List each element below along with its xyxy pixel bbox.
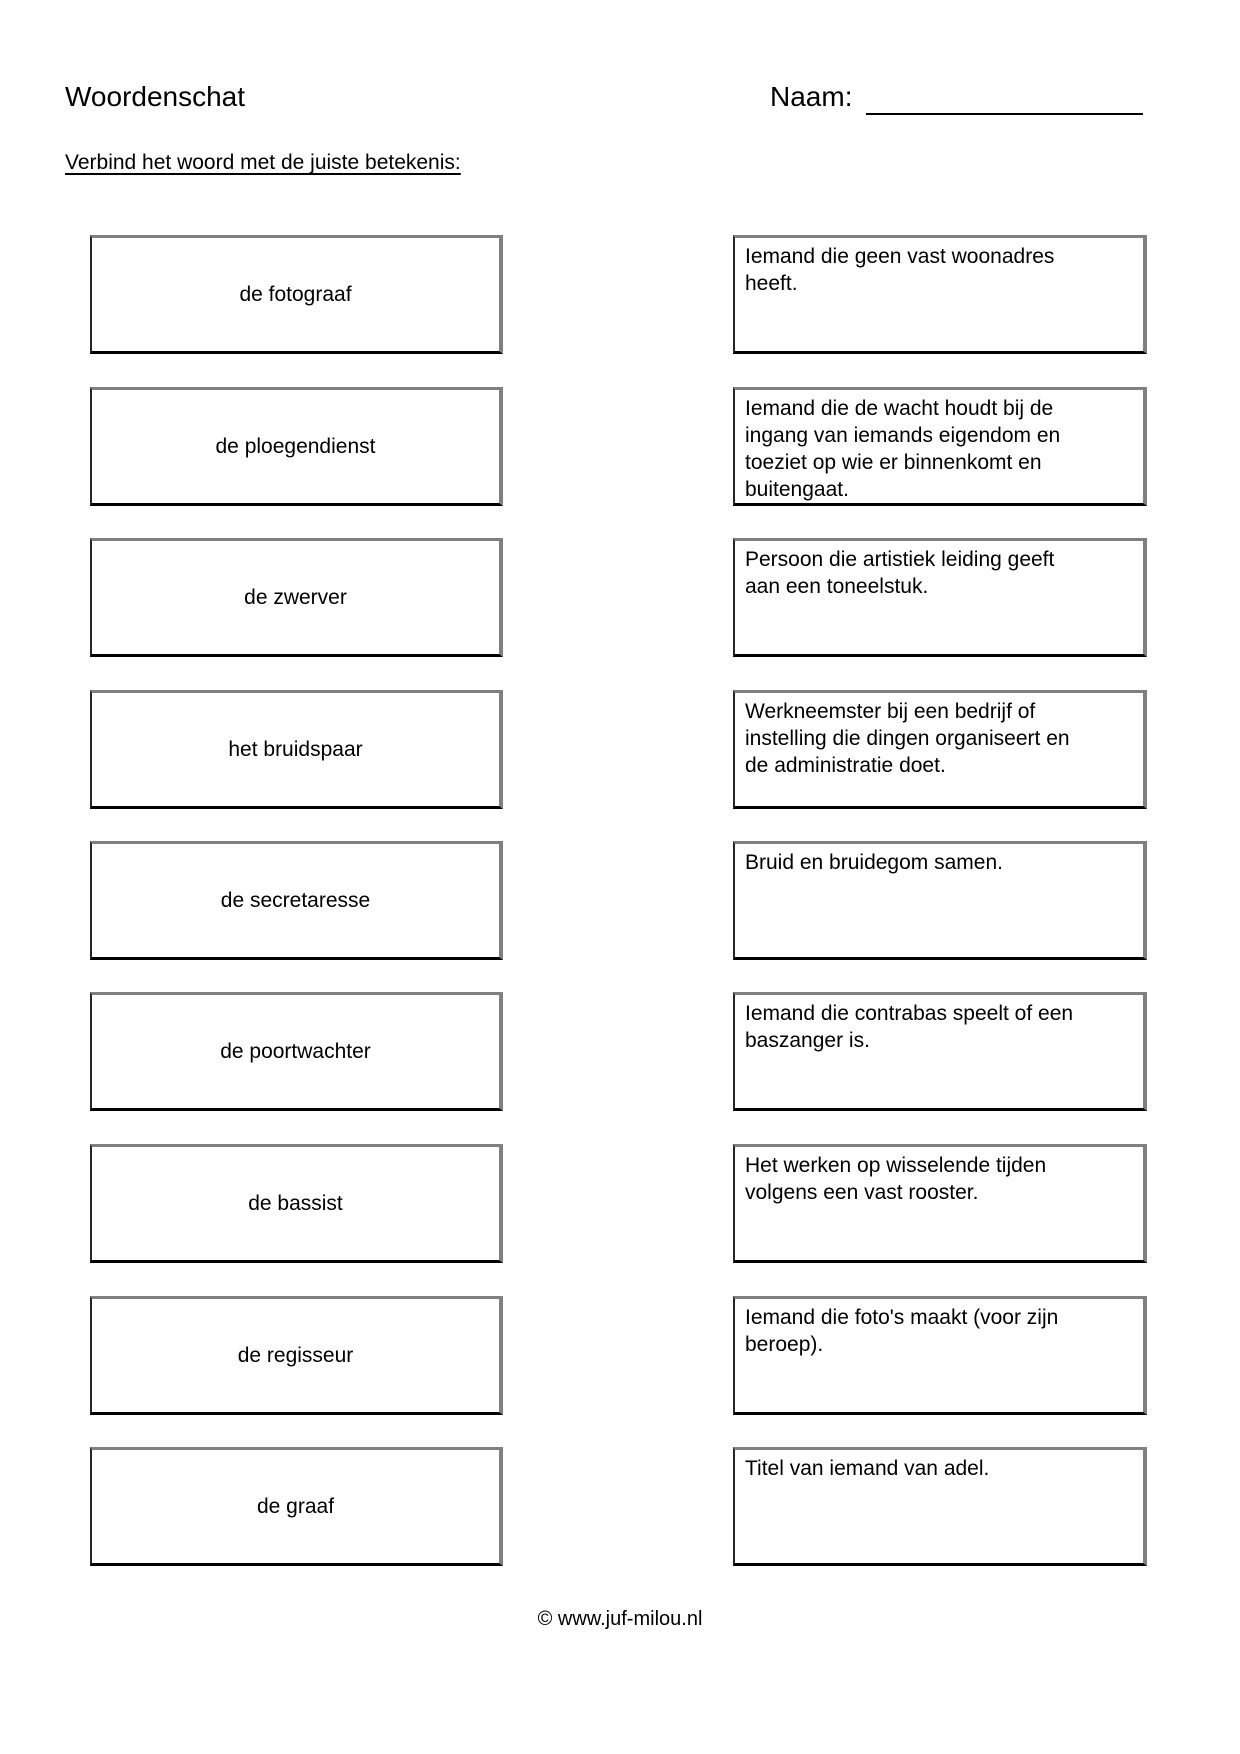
word-box-graaf <box>90 1447 503 1566</box>
definition-box-2 <box>733 387 1147 506</box>
name-label: Naam: <box>770 81 853 112</box>
word-label: de poortwachter <box>220 1039 371 1063</box>
definition-line: beroep). <box>745 1333 824 1356</box>
name-blank-line <box>866 82 1143 115</box>
definition-box-6 <box>733 992 1147 1111</box>
definition-line: heeft. <box>745 272 798 295</box>
definition-line: toeziet op wie er binnenkomt en <box>745 451 1042 474</box>
word-label: het bruidspaar <box>228 737 363 761</box>
definition-line: baszanger is. <box>745 1029 870 1052</box>
word-box-bruidspaar <box>90 690 503 809</box>
definition-box-4 <box>733 690 1147 809</box>
definition-line: Persoon die artistiek leiding geeft <box>745 548 1055 571</box>
definition-line: buitengaat. <box>745 478 849 501</box>
definition-box-9 <box>733 1447 1147 1566</box>
definition-box-8 <box>733 1296 1147 1415</box>
word-box-poortwachter <box>90 992 503 1111</box>
word-label: de secretaresse <box>220 888 371 912</box>
definition-line: Iemand die de wacht houdt bij de <box>745 397 1054 420</box>
definition-box-1 <box>733 235 1147 354</box>
word-box-bassist <box>90 1144 503 1263</box>
word-box-regisseur <box>90 1296 503 1415</box>
instruction-text: Verbind het woord met de juiste betekenis: <box>65 151 461 174</box>
definition-box-5 <box>733 841 1147 960</box>
definition-line: ingang van iemands eigendom en <box>745 424 1061 447</box>
definition-line: Titel van iemand van adel. <box>745 1457 990 1480</box>
definition-line: Iemand die foto's maakt (voor zijn <box>745 1306 1059 1329</box>
definition-box-7 <box>733 1144 1147 1263</box>
word-label: de bassist <box>248 1191 343 1215</box>
definition-line: Iemand die contrabas speelt of een <box>745 1002 1074 1025</box>
word-label: de ploegendienst <box>215 434 376 458</box>
definition-line: aan een toneelstuk. <box>745 575 929 598</box>
footer-copyright: © www.juf-milou.nl <box>537 1608 703 1630</box>
word-label: de regisseur <box>237 1343 354 1367</box>
definition-box-3 <box>733 538 1147 657</box>
definition-line: instelling die dingen organiseert en <box>745 727 1070 750</box>
definition-line: Het werken op wisselende tijden <box>745 1154 1047 1177</box>
page-title: Woordenschat <box>65 81 246 112</box>
word-label: de graaf <box>256 1494 335 1518</box>
word-box-ploegendienst <box>90 387 503 506</box>
word-box-zwerver <box>90 538 503 657</box>
definition-line: Iemand die geen vast woonadres <box>745 245 1055 268</box>
word-label: de fotograaf <box>239 282 352 306</box>
definition-line: de administratie doet. <box>745 754 946 777</box>
word-box-fotograaf <box>90 235 503 354</box>
definition-line: Bruid en bruidegom samen. <box>745 851 1003 874</box>
definition-line: Werkneemster bij een bedrijf of <box>745 700 1036 723</box>
word-label: de zwerver <box>244 585 347 609</box>
word-box-secretaresse <box>90 841 503 960</box>
definition-line: volgens een vast rooster. <box>745 1181 979 1204</box>
